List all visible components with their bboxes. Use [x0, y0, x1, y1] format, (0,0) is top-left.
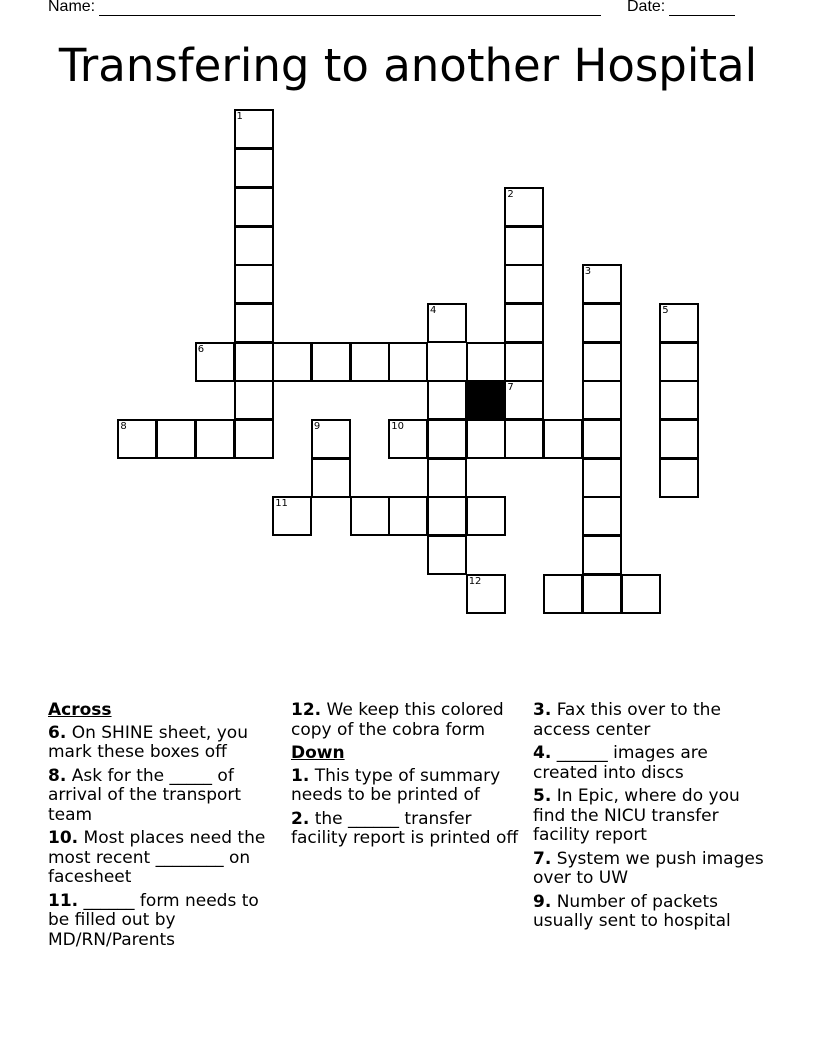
clue-number-label: 9 — [313, 421, 321, 432]
clue-text: ______ images are created into discs — [533, 743, 708, 783]
name-label: Name: — [48, 0, 96, 15]
grid-cell[interactable] — [466, 496, 506, 536]
clue-text: In Epic, where do you find the NICU transfer facility report — [533, 786, 740, 845]
grid-cell[interactable] — [659, 303, 699, 343]
grid-cell[interactable] — [504, 419, 544, 459]
grid-cell[interactable] — [659, 458, 699, 498]
clue-text: We keep this colored copy of the cobra form — [291, 700, 504, 740]
clue-number: 5. — [533, 786, 552, 806]
clue-number: 1. — [291, 765, 310, 786]
clue-column-1 — [48, 701, 280, 954]
clue-number-label: 12 — [468, 575, 482, 587]
down-heading: Down — [291, 743, 345, 763]
clue-text: Ask for the _____ of arrival of the transport team — [48, 765, 242, 825]
grid-cell[interactable] — [582, 496, 622, 536]
date-blank-line[interactable] — [669, 1, 735, 16]
clue-text: On SHINE sheet, you mark these boxes off — [48, 722, 248, 762]
clue-number-label: 10 — [391, 421, 405, 432]
clue-number: 6. — [48, 722, 67, 743]
clue-number: 12. — [291, 700, 322, 720]
clue-number-label: 6 — [197, 343, 205, 355]
date-field[interactable] — [627, 0, 735, 16]
grid-cell[interactable] — [582, 535, 622, 575]
clue-down-5 — [533, 787, 765, 846]
clue-text: System we push images over to UW — [533, 848, 764, 888]
clue-text: ______ form needs to be filled out by MD/RN/Parents — [48, 890, 259, 950]
grid-cell[interactable] — [234, 226, 274, 266]
grid-cell[interactable] — [504, 264, 544, 304]
grid-cell[interactable] — [234, 303, 274, 343]
grid-cell[interactable] — [388, 419, 428, 459]
grid-cell[interactable] — [582, 458, 622, 498]
clue-down-1 — [291, 767, 523, 806]
clue-number: 3. — [533, 700, 552, 720]
grid-cell[interactable] — [582, 574, 622, 614]
clue-text: the ______ transfer facility report is printed off — [291, 808, 519, 848]
clue-number: 7. — [533, 848, 552, 869]
grid-cell[interactable] — [504, 380, 544, 420]
grid-cell[interactable] — [427, 496, 467, 536]
clue-number-label: 1 — [236, 111, 243, 123]
clue-number-label: 2 — [507, 188, 514, 200]
grid-cell[interactable] — [234, 342, 274, 382]
grid-cell[interactable] — [543, 419, 583, 459]
clue-across-8 — [48, 767, 280, 826]
grid-cell[interactable] — [427, 535, 467, 575]
grid-cell[interactable] — [582, 380, 622, 420]
grid-cell[interactable] — [427, 303, 467, 343]
grid-cell[interactable] — [504, 342, 544, 382]
clue-number-label: 11 — [275, 498, 288, 510]
grid-cell[interactable] — [621, 574, 661, 614]
name-field[interactable] — [48, 0, 601, 16]
clue-number-label: 3 — [584, 266, 592, 278]
block-cell — [466, 380, 506, 420]
grid-cell[interactable] — [427, 380, 467, 420]
grid-cell[interactable] — [311, 458, 351, 498]
grid-cell[interactable] — [388, 342, 428, 382]
grid-cell[interactable] — [427, 458, 467, 498]
grid-cell[interactable] — [504, 187, 544, 227]
grid-cell[interactable] — [272, 342, 312, 382]
clue-text: Fax this over to the access center — [533, 700, 721, 740]
clue-down-2 — [291, 810, 523, 849]
grid-cell[interactable] — [388, 496, 428, 536]
clue-number-label: 4 — [430, 304, 437, 316]
grid-cell[interactable] — [234, 148, 274, 188]
grid-cell[interactable] — [582, 303, 622, 343]
clue-number: 2. — [291, 808, 310, 829]
clue-down-3 — [533, 701, 765, 740]
clue-column-2 — [291, 701, 523, 853]
clue-column-3 — [533, 701, 765, 936]
clue-down-4 — [533, 744, 765, 783]
grid-cell[interactable] — [582, 419, 622, 459]
clue-text: This type of summary needs to be printed of — [291, 765, 501, 805]
grid-cell[interactable] — [156, 419, 196, 459]
clue-number-label: 7 — [507, 382, 514, 394]
clue-down-9 — [533, 893, 765, 932]
clue-text: Most places need the most recent ________ on facesheet — [48, 828, 266, 887]
clue-number: 8. — [48, 765, 67, 786]
grid-cell[interactable] — [659, 380, 699, 420]
grid-cell[interactable] — [311, 419, 351, 459]
grid-cell[interactable] — [350, 496, 390, 536]
grid-cell[interactable] — [504, 303, 544, 343]
grid-cell[interactable] — [350, 342, 390, 382]
clue-across-6 — [48, 724, 280, 763]
clue-number: 4. — [533, 743, 552, 763]
across-heading: Across — [48, 700, 112, 720]
clue-text: Number of packets usually sent to hospital — [533, 891, 731, 931]
grid-cell[interactable] — [427, 419, 467, 459]
grid-cell[interactable] — [466, 574, 506, 614]
grid-cell[interactable] — [234, 264, 274, 304]
clue-number: 10. — [48, 828, 79, 848]
grid-cell[interactable] — [582, 264, 622, 304]
page-title: Transfering to another Hospital — [58, 39, 758, 92]
grid-cell[interactable] — [234, 380, 274, 420]
grid-cell[interactable] — [543, 574, 583, 614]
grid-cell[interactable] — [195, 342, 235, 382]
grid-cell[interactable] — [234, 187, 274, 227]
clue-number-label: 5 — [662, 304, 669, 316]
grid-cell[interactable] — [466, 419, 506, 459]
grid-cell[interactable] — [504, 226, 544, 266]
clue-across-11 — [48, 892, 280, 951]
clue-across-10 — [48, 829, 280, 888]
clue-down-7 — [533, 850, 765, 889]
grid-cell[interactable] — [311, 342, 351, 382]
name-blank-line[interactable] — [99, 1, 601, 16]
grid-cell[interactable] — [234, 419, 274, 459]
clue-number-label: 8 — [120, 421, 127, 432]
clue-number: 9. — [533, 891, 552, 912]
date-label: Date: — [627, 0, 666, 15]
grid-cell[interactable] — [659, 342, 699, 382]
grid-cell[interactable] — [582, 342, 622, 382]
grid-cell[interactable] — [117, 419, 157, 459]
grid-cell[interactable] — [466, 342, 506, 382]
grid-cell[interactable] — [659, 419, 699, 459]
grid-cell[interactable] — [234, 109, 274, 149]
grid-cell[interactable] — [272, 496, 312, 536]
clue-number: 11. — [48, 890, 79, 911]
clue-across-12 — [291, 701, 523, 740]
grid-cell[interactable] — [195, 419, 235, 459]
